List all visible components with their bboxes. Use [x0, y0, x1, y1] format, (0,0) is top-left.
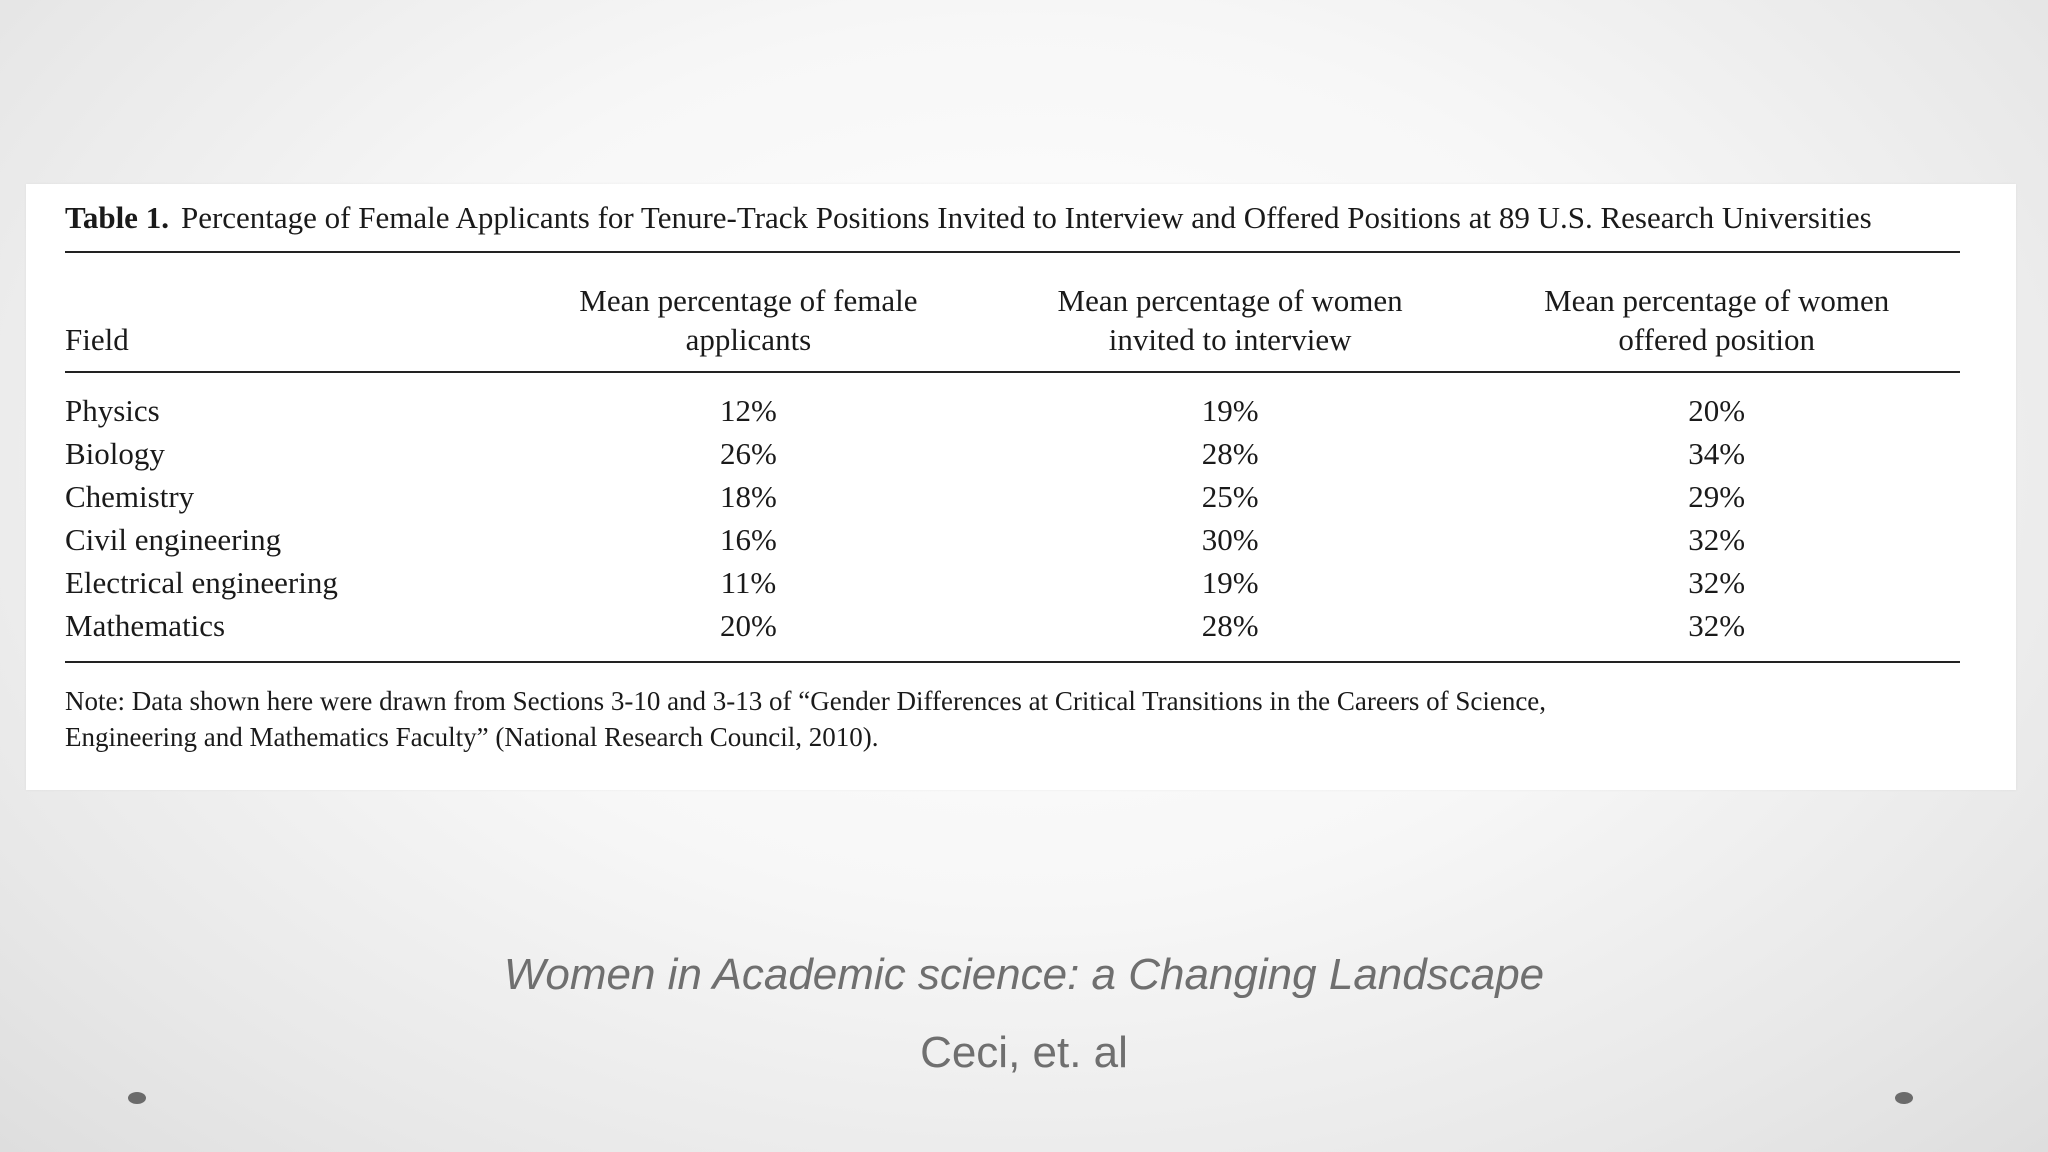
cell-interview: 25%	[1201, 479, 1259, 514]
cell-applicants: 12%	[719, 393, 777, 428]
cell-applicants: 18%	[719, 479, 777, 514]
header-invited-interview	[987, 253, 1474, 371]
decorative-dot-left	[128, 1092, 146, 1104]
table-row	[65, 475, 1960, 518]
header-invited-interview-line1: Mean percentage of women	[1057, 283, 1403, 318]
table-container	[65, 198, 1960, 755]
table-row	[65, 561, 1960, 604]
header-field: Field	[65, 322, 129, 357]
table-note-line2: Engineering and Mathematics Faculty” (National Research Council, 2010).	[65, 722, 879, 752]
header-female-applicants-line2: applicants	[685, 322, 812, 357]
cell-interview: 30%	[1201, 522, 1259, 557]
header-female-applicants-line1: Mean percentage of female	[579, 283, 918, 318]
cell-interview: 19%	[1201, 565, 1259, 600]
cell-field: Chemistry	[65, 479, 195, 514]
header-offered-position-line2: offered position	[1618, 322, 1815, 357]
header-female-applicants	[510, 253, 987, 371]
cell-field: Biology	[65, 436, 165, 471]
cell-field: Physics	[65, 393, 160, 428]
table-caption-label: Table 1.	[65, 200, 169, 235]
data-table	[65, 253, 1960, 661]
cell-offered: 29%	[1688, 479, 1746, 514]
cell-applicants: 16%	[719, 522, 777, 557]
header-offered-position	[1473, 253, 1960, 371]
table-note	[65, 683, 1960, 755]
cell-applicants: 26%	[719, 436, 777, 471]
table-row	[65, 373, 1960, 432]
table-note-line1: Note: Data shown here were drawn from Sections 3-10 and 3-13 of “Gender Differences at Critical Transitions in the Careers of Science,	[65, 686, 1547, 716]
table-caption	[65, 198, 1960, 237]
decorative-dot-right	[1895, 1092, 1913, 1104]
cell-field: Electrical engineering	[65, 565, 338, 600]
cell-applicants: 20%	[719, 608, 777, 643]
table-bottom-rule	[65, 661, 1960, 663]
cell-offered: 20%	[1688, 393, 1746, 428]
cell-offered: 34%	[1688, 436, 1746, 471]
table-row	[65, 604, 1960, 661]
cell-field: Civil engineering	[65, 522, 282, 557]
table-caption-text: Percentage of Female Applicants for Tenure-Track Positions Invited to Interview and Offered Positions at 89 U.S. Research Universities	[180, 200, 1872, 235]
cell-interview: 19%	[1201, 393, 1259, 428]
header-offered-position-line1: Mean percentage of women	[1544, 283, 1890, 318]
table-row	[65, 518, 1960, 561]
citation-authors: Ceci, et. al	[920, 1028, 1128, 1077]
cell-offered: 32%	[1688, 608, 1746, 643]
cell-offered: 32%	[1688, 522, 1746, 557]
citation-title: Women in Academic science: a Changing Landscape	[503, 950, 1545, 999]
cell-interview: 28%	[1201, 436, 1259, 471]
cell-applicants: 11%	[720, 565, 777, 600]
table-panel	[26, 184, 2016, 790]
header-invited-interview-line2: invited to interview	[1108, 322, 1352, 357]
cell-interview: 28%	[1201, 608, 1259, 643]
table-row	[65, 432, 1960, 475]
cell-offered: 32%	[1688, 565, 1746, 600]
table-header-row	[65, 253, 1960, 371]
cell-field: Mathematics	[65, 608, 226, 643]
